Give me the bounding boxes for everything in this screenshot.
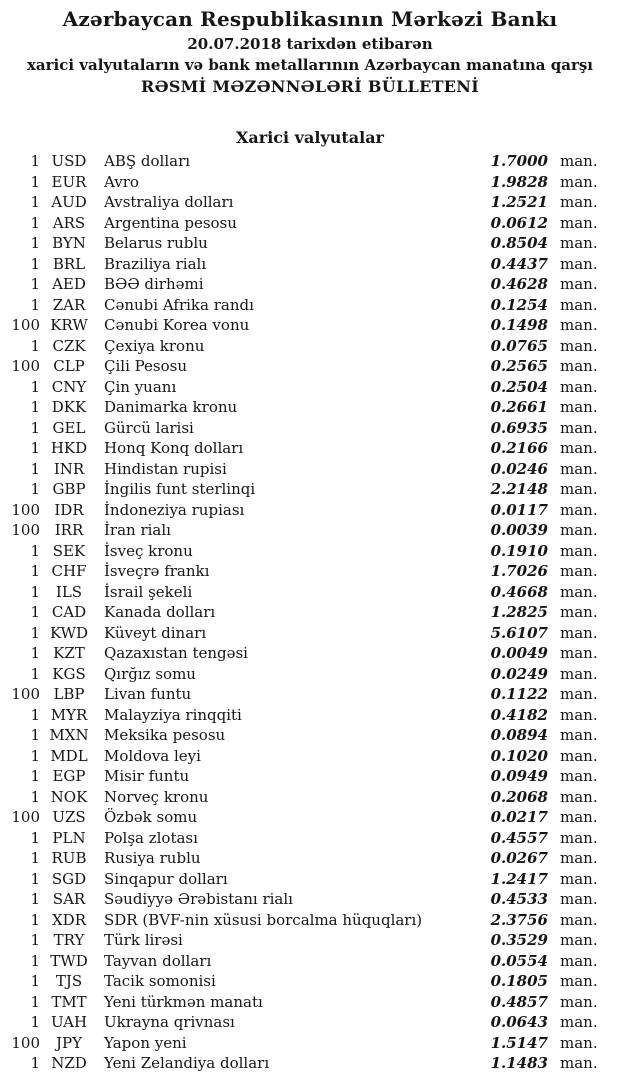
unit-label: man. (560, 275, 598, 293)
table-row (0, 213, 620, 234)
table-row (0, 479, 620, 500)
currency-code: TRY (53, 931, 85, 949)
currency-qty: 1 (30, 480, 40, 498)
currency-qty: 1 (30, 664, 40, 683)
table-row (0, 1012, 620, 1033)
currency-name: Səudiyyə Ərəbistanı rialı (104, 890, 293, 908)
currency-rate: 0.0554 (490, 951, 548, 970)
currency-code: ZAR (52, 295, 86, 314)
table-row (0, 684, 620, 705)
currency-rate: 0.4557 (490, 828, 548, 847)
table-row (0, 869, 620, 890)
currency-code: KRW (50, 316, 88, 334)
currency-rate: 0.2166 (490, 439, 548, 457)
currency-name: Norveç kronu (104, 787, 209, 806)
table-row (0, 910, 620, 931)
currency-rate: 0.8504 (490, 234, 548, 252)
currency-qty: 1 (30, 726, 40, 744)
unit-label: man. (560, 910, 598, 929)
currency-rate: 0.1910 (490, 541, 548, 560)
currency-rate: 0.1254 (490, 295, 548, 314)
table-row (0, 1053, 620, 1073)
currency-name: Rusiya rublu (104, 849, 201, 867)
currency-name: İndoneziya rupiası (104, 500, 245, 519)
currency-qty: 1 (30, 193, 40, 211)
currency-code: AUD (51, 193, 87, 211)
unit-label: man. (560, 890, 598, 908)
currency-name: Honq Konq dolları (104, 439, 244, 457)
unit-label: man. (560, 726, 598, 744)
currency-code: UZS (52, 808, 86, 826)
currency-qty: 1 (30, 931, 40, 949)
unit-label: man. (560, 521, 598, 539)
unit-label: man. (560, 808, 598, 826)
currency-rate: 0.0246 (490, 459, 548, 478)
currency-qty: 1 (30, 992, 40, 1011)
unit-label: man. (560, 603, 598, 621)
unit-label: man. (560, 1054, 598, 1072)
currency-qty: 1 (30, 869, 40, 888)
currency-code: NOK (50, 787, 88, 806)
unit-label: man. (560, 992, 598, 1011)
currency-rate: 5.6107 (490, 623, 548, 642)
unit-label: man. (560, 849, 598, 867)
currency-qty: 1 (30, 623, 40, 642)
currency-name: Kanada dolları (104, 603, 216, 621)
currency-code: ARS (52, 213, 86, 232)
currency-rate: 0.4628 (490, 275, 548, 293)
table-row (0, 459, 620, 480)
currency-rate: 1.5147 (490, 1033, 548, 1052)
table-row (0, 828, 620, 849)
table-row (0, 992, 620, 1013)
currency-code: KGS (52, 664, 86, 683)
table-row (0, 746, 620, 767)
currency-rate: 1.2825 (490, 603, 548, 621)
currency-qty: 1 (30, 398, 40, 416)
currency-name: Çili Pesosu (104, 357, 188, 375)
currency-rate: 0.4857 (490, 992, 548, 1011)
currency-name: Qazaxıstan tengəsi (104, 644, 248, 662)
currency-rate: 0.0217 (490, 808, 548, 826)
currency-code: CLP (53, 357, 85, 375)
currency-name: Çin yuanı (104, 377, 177, 396)
unit-label: man. (560, 787, 598, 806)
unit-label: man. (560, 316, 598, 334)
currency-qty: 1 (30, 172, 40, 191)
currency-code: TMT (51, 992, 87, 1011)
currency-code: TWD (50, 951, 88, 970)
currency-qty: 100 (11, 500, 40, 519)
currency-name: SDR (BVF-nin xüsusi borcalma hüquqları) (104, 910, 423, 929)
table-row (0, 664, 620, 685)
unit-label: man. (560, 295, 598, 314)
currency-qty: 1 (30, 1054, 40, 1072)
currency-name: İngilis funt sterlinqi (104, 480, 256, 498)
currency-name: İsrail şekeli (104, 582, 193, 601)
currency-name: Tacik somonisi (104, 972, 216, 990)
currency-qty: 100 (11, 357, 40, 375)
currency-rate: 0.0894 (490, 726, 548, 744)
subtitle: xarici valyutaların və bank metallarının Azərbaycan manatına qarşı (26, 56, 594, 74)
currency-code: AED (52, 275, 86, 293)
currency-code: JPY (55, 1033, 82, 1052)
currency-code: NZD (51, 1054, 87, 1072)
currency-qty: 1 (30, 336, 40, 355)
table-row (0, 233, 620, 254)
currency-qty: 1 (30, 541, 40, 560)
currency-rate: 0.0267 (490, 849, 548, 867)
table-row (0, 438, 620, 459)
currency-name: Qırğız somu (104, 664, 196, 683)
unit-label: man. (560, 336, 598, 355)
currency-code: BRL (52, 254, 86, 273)
currency-rate: 0.2068 (490, 787, 548, 806)
unit-label: man. (560, 152, 598, 170)
table-row (0, 889, 620, 910)
table-row (0, 848, 620, 869)
currency-code: CHF (51, 562, 87, 580)
bank-title: Azərbaycan Respublikasının Mərkəzi Bankı (62, 7, 558, 31)
currency-qty: 100 (11, 316, 40, 334)
currency-name: Yeni türkmən manatı (104, 992, 263, 1011)
currency-rate: 2.3756 (490, 910, 548, 929)
currency-qty: 100 (11, 521, 40, 539)
table-row (0, 643, 620, 664)
currency-qty: 1 (30, 562, 40, 580)
currency-qty: 1 (30, 951, 40, 970)
section-title: Xarici valyutalar (236, 128, 384, 147)
table-row (0, 951, 620, 972)
currency-name: Livan funtu (104, 685, 192, 703)
currency-code: RUB (51, 849, 87, 867)
currency-rate: 0.0765 (490, 336, 548, 355)
currency-qty: 1 (30, 439, 40, 457)
currency-rate: 1.7000 (490, 152, 548, 170)
currency-rate: 0.2504 (490, 377, 548, 396)
currency-qty: 1 (30, 767, 40, 785)
currency-code: SAR (52, 890, 86, 908)
unit-label: man. (560, 623, 598, 642)
currency-code: KWD (49, 623, 89, 642)
currency-code: EGP (52, 767, 86, 785)
currency-rate: 1.1483 (490, 1054, 548, 1072)
currency-name: Belarus rublu (104, 234, 208, 252)
unit-label: man. (560, 541, 598, 560)
unit-label: man. (560, 234, 598, 252)
currency-name: Yeni Zelandiya dolları (104, 1054, 270, 1072)
currency-rate: 2.2148 (490, 480, 548, 498)
currency-rate: 1.9828 (490, 172, 548, 191)
currency-name: Ukrayna qrivnası (104, 1013, 235, 1031)
currency-rate: 0.0049 (490, 644, 548, 662)
currency-qty: 1 (30, 849, 40, 867)
bulletin-header (0, 6, 620, 98)
currency-name: Avro (104, 172, 139, 191)
currency-code: EUR (51, 172, 87, 191)
currency-qty: 1 (30, 972, 40, 990)
currency-qty: 1 (30, 152, 40, 170)
unit-label: man. (560, 828, 598, 847)
rates-table (0, 151, 620, 1073)
currency-code: MXN (49, 726, 89, 744)
currency-name: Braziliya rialı (104, 254, 207, 273)
currency-code: TJS (55, 972, 83, 990)
currency-name: Polşa zlotası (104, 828, 198, 847)
table-row (0, 295, 620, 316)
currency-rate: 0.4668 (490, 582, 548, 601)
currency-rate: 1.2417 (490, 869, 548, 888)
unit-label: man. (560, 357, 598, 375)
unit-label: man. (560, 1033, 598, 1052)
currency-qty: 1 (30, 582, 40, 601)
currency-qty: 1 (30, 828, 40, 847)
currency-qty: 1 (30, 254, 40, 273)
table-row (0, 725, 620, 746)
currency-rate: 0.4437 (490, 254, 548, 273)
currency-rate: 0.4533 (490, 890, 548, 908)
table-row (0, 787, 620, 808)
currency-rate: 0.3529 (490, 931, 548, 949)
table-row (0, 541, 620, 562)
currency-rate: 0.1020 (490, 746, 548, 765)
unit-label: man. (560, 562, 598, 580)
currency-code: GEL (52, 418, 86, 437)
currency-qty: 1 (30, 418, 40, 437)
currency-rate: 0.1805 (490, 972, 548, 990)
unit-label: man. (560, 213, 598, 232)
currency-code: KZT (53, 644, 85, 662)
unit-label: man. (560, 480, 598, 498)
currency-qty: 1 (30, 459, 40, 478)
unit-label: man. (560, 972, 598, 990)
currency-code: DKK (51, 398, 87, 416)
table-row (0, 766, 620, 787)
currency-qty: 1 (30, 746, 40, 765)
unit-label: man. (560, 931, 598, 949)
currency-name: İsveçrə frankı (104, 562, 210, 580)
table-row (0, 356, 620, 377)
currency-name: BƏƏ dirhəmi (104, 275, 204, 293)
table-row (0, 192, 620, 213)
currency-code: UAH (50, 1013, 88, 1031)
currency-name: Tayvan dolları (104, 951, 212, 970)
currency-code: PLN (52, 828, 86, 847)
table-row (0, 971, 620, 992)
currency-rate: 0.0039 (490, 521, 548, 539)
currency-rate: 0.0643 (490, 1013, 548, 1031)
table-row (0, 397, 620, 418)
table-row (0, 254, 620, 275)
currency-name: Argentina pesosu (104, 213, 237, 232)
currency-code: SGD (51, 869, 87, 888)
currency-code: HKD (50, 439, 88, 457)
currency-qty: 1 (30, 1013, 40, 1031)
currency-qty: 1 (30, 787, 40, 806)
currency-qty: 1 (30, 377, 40, 396)
table-row (0, 315, 620, 336)
currency-qty: 1 (30, 910, 40, 929)
unit-label: man. (560, 664, 598, 683)
unit-label: man. (560, 685, 598, 703)
currency-qty: 1 (30, 603, 40, 621)
currency-qty: 1 (30, 213, 40, 232)
currency-rate: 1.7026 (490, 562, 548, 580)
currency-name: Cənubi Korea vonu (104, 316, 250, 334)
currency-name: Avstraliya dolları (104, 193, 234, 211)
currency-code: GBP (52, 480, 86, 498)
unit-label: man. (560, 418, 598, 437)
currency-qty: 1 (30, 890, 40, 908)
currency-rate: 0.0612 (490, 213, 548, 232)
currency-code: MDL (50, 746, 88, 765)
table-row (0, 377, 620, 398)
unit-label: man. (560, 951, 598, 970)
currency-name: Özbək somu (104, 808, 198, 826)
table-row (0, 274, 620, 295)
table-row (0, 172, 620, 193)
unit-label: man. (560, 767, 598, 785)
unit-label: man. (560, 705, 598, 724)
table-row (0, 705, 620, 726)
currency-qty: 1 (30, 295, 40, 314)
currency-name: Türk lirəsi (104, 931, 183, 949)
currency-name: ABŞ dolları (104, 152, 191, 170)
table-row (0, 500, 620, 521)
unit-label: man. (560, 1013, 598, 1031)
currency-qty: 1 (30, 234, 40, 252)
currency-name: Meksika pesosu (104, 726, 226, 744)
currency-code: CZK (52, 336, 86, 355)
currency-qty: 100 (11, 1033, 40, 1052)
currency-name: İran rialı (104, 521, 171, 539)
currency-name: Cənubi Afrika randı (104, 295, 254, 314)
unit-label: man. (560, 644, 598, 662)
currency-code: USD (51, 152, 87, 170)
currency-rate: 0.0117 (490, 500, 548, 519)
table-row (0, 336, 620, 357)
currency-rate: 0.4182 (490, 705, 548, 724)
table-row (0, 930, 620, 951)
table-row (0, 520, 620, 541)
currency-rate: 0.0249 (490, 664, 548, 683)
table-row (0, 807, 620, 828)
unit-label: man. (560, 398, 598, 416)
currency-code: MYR (50, 705, 88, 724)
currency-rate: 0.0949 (490, 767, 548, 785)
table-row (0, 1033, 620, 1054)
currency-code: INR (53, 459, 85, 478)
unit-label: man. (560, 254, 598, 273)
unit-label: man. (560, 869, 598, 888)
currency-name: Misir funtu (104, 767, 190, 785)
currency-name: Malayziya rinqqiti (104, 705, 242, 724)
currency-rate: 0.1122 (490, 685, 548, 703)
currency-code: CAD (51, 603, 87, 621)
currency-rate: 0.1498 (490, 316, 548, 334)
effective-date: 20.07.2018 tarixdən etibarən (187, 35, 433, 53)
table-row (0, 623, 620, 644)
currency-code: SEK (52, 541, 86, 560)
currency-rate: 0.6935 (490, 418, 548, 437)
currency-qty: 1 (30, 705, 40, 724)
currency-name: Çexiya kronu (104, 336, 205, 355)
unit-label: man. (560, 439, 598, 457)
currency-name: İsveç kronu (104, 541, 193, 560)
currency-name: Küveyt dinarı (104, 623, 207, 642)
table-row (0, 602, 620, 623)
unit-label: man. (560, 459, 598, 478)
currency-qty: 1 (30, 275, 40, 293)
currency-name: Yapon yeni (104, 1033, 187, 1052)
table-row (0, 561, 620, 582)
currency-name: Moldova leyi (104, 746, 201, 765)
currency-code: IDR (54, 500, 84, 519)
currency-qty: 100 (11, 808, 40, 826)
currency-code: XDR (52, 910, 86, 929)
currency-rate: 0.2661 (490, 398, 548, 416)
unit-label: man. (560, 172, 598, 191)
bulletin-title: RƏSMİ MƏZƏNNƏLƏRİ BÜLLETENİ (140, 77, 480, 96)
unit-label: man. (560, 193, 598, 211)
currency-code: IRR (54, 521, 84, 539)
unit-label: man. (560, 746, 598, 765)
unit-label: man. (560, 377, 598, 396)
currency-name: Danimarka kronu (104, 398, 238, 416)
currency-code: CNY (51, 377, 87, 396)
currency-rate: 1.2521 (490, 193, 548, 211)
currency-qty: 100 (11, 685, 40, 703)
currency-code: BYN (52, 234, 86, 252)
table-row (0, 151, 620, 172)
currency-name: Sinqapur dolları (104, 869, 228, 888)
unit-label: man. (560, 500, 598, 519)
currency-name: Gürcü larisi (104, 418, 194, 437)
currency-rate: 0.2565 (490, 357, 548, 375)
table-row (0, 418, 620, 439)
currency-code: LBP (53, 685, 85, 703)
unit-label: man. (560, 582, 598, 601)
table-row (0, 582, 620, 603)
currency-name: Hindistan rupisi (104, 459, 227, 478)
currency-code: ILS (55, 582, 83, 601)
currency-qty: 1 (30, 644, 40, 662)
